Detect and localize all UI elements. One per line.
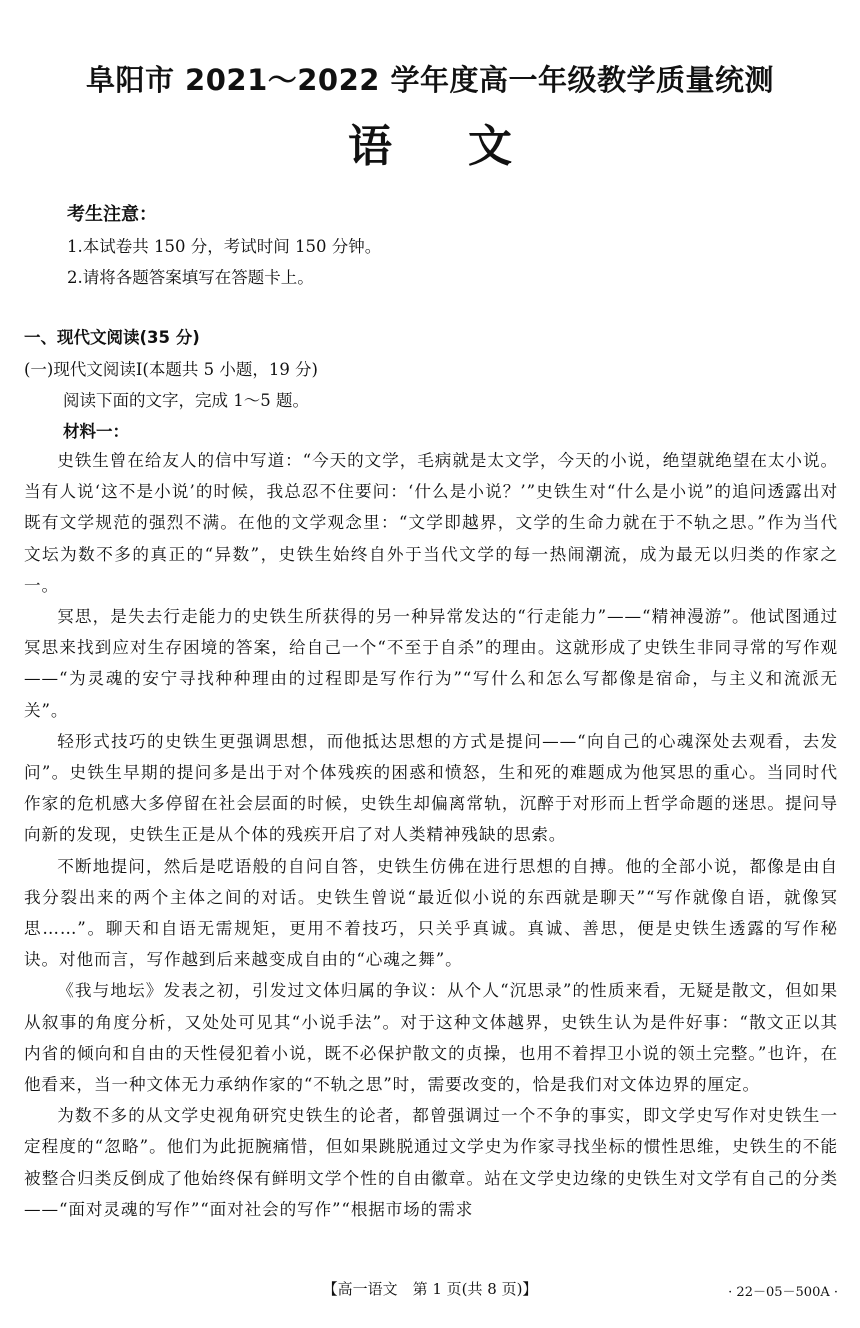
- passage-paragraph: 《我与地坛》发表之初，引发过文体归属的争议：从个人“沉思录”的性质来看，无疑是散文，但如果从叙事的角度分析，又处处可见其“小说手法”。对于这种文体越界，史铁生认为是件好事：“散文正以其内省的倾向和自由的天性侵犯着小说，既不必保护散文的贞操，也用不着捍卫小说的领土完整。”也许，在他看来，当一种文体无力承纳作家的“不轨之思”时，需要改变的，恰是我们对文体边界的厘定。: [24, 981, 838, 1095]
- passage-paragraph: 为数不多的从文学史视角研究史铁生的论者，都曾强调过一个不争的事实，即文学史写作对史铁生一定程度的“忽略”。他们为此扼腕痛惜，但如果跳脱通过文学史为作家寻找坐标的惯性思维，史铁生的不能被整合归类反倒成了他始终保有鲜明文学个性的自由徽章。站在文学史边缘的史铁生对文学有自己的分类——“面对灵魂的写作”“面对社会的写作”“根据市场的需求: [24, 1106, 838, 1219]
- paper-code: · 22－05－500A ·: [728, 1285, 838, 1300]
- passage-paragraph: 轻形式技巧的史铁生更强调思想，而他抵达思想的方式是提问——“向自己的心魂深处去观看，去发问”。史铁生早期的提问多是出于对个体残疾的困惑和愤怒，生和死的难题成为他冥思的重心。当同时代作家的危机感大多停留在社会层面的时候，史铁生却偏离常轨，沉醉于对形而上哲学命题的迷思。提问导向新的发现，史铁生正是从个体的残疾开启了对人类精神残缺的思索。: [24, 731, 838, 845]
- page-footer: 【高一语文 第 1 页(共 8 页)】: [322, 1280, 538, 1298]
- subject-title: 语文: [348, 121, 588, 172]
- notice-item-1: 1.本试卷共 150 分，考试时间 150 分钟。: [67, 237, 382, 256]
- material-label: 材料一：: [63, 422, 129, 441]
- subsection-title: (一)现代文阅读Ⅰ(本题共 5 小题，19 分): [24, 360, 318, 379]
- section-title: 一、现代文阅读(35 分): [24, 328, 200, 347]
- reading-passage: [24, 445, 838, 1225]
- passage-paragraph: 史铁生曾在给友人的信中写道：“今天的文学，毛病就是太文学，今天的小说，绝望就绝望在太小说。当有人说‘这不是小说’的时候，我总忍不住要问：‘什么是小说？’”史铁生对“什么是小说”的追问透露出对既有文学规范的强烈不满。在他的文学观念里：“文学即越界，文学的生命力就在于不轨之思。”作为当代文坛为数不多的真正的“异数”，史铁生始终自外于当代文学的每一热闹潮流，成为最无以归类的作家之一。: [24, 451, 838, 595]
- exam-title: 阜阳市 2021～2022 学年度高一年级教学质量统测: [85, 63, 775, 97]
- notice-item-2: 2.请将各题答案填写在答题卡上。: [67, 268, 314, 287]
- passage-paragraph: 冥思，是失去行走能力的史铁生所获得的另一种异常发达的“行走能力”——“精神漫游”。他试图通过冥思来找到应对生存困境的答案，给自己一个“不至于自杀”的理由。这就形成了史铁生非同寻常的写作观——“为灵魂的安宁寻找种种理由的过程即是写作行为”“写什么和怎么写都像是宿命，与主义和流派无关”。: [24, 607, 838, 720]
- notice-heading: 考生注意：: [67, 204, 157, 225]
- reading-instruction: 阅读下面的文字，完成 1～5 题。: [63, 391, 309, 410]
- passage-paragraph: 不断地提问，然后是呓语般的自问自答，史铁生仿佛在进行思想的自搏。他的全部小说，都像是由自我分裂出来的两个主体之间的对话。史铁生曾说“最近似小说的东西就是聊天”“写作就像自语，就像冥思……”。聊天和自语无需规矩，更用不着技巧，只关乎真诚。真诚、善思，便是史铁生透露的写作秘诀。对他而言，写作越到后来越变成自由的“心魂之舞”。: [24, 856, 838, 970]
